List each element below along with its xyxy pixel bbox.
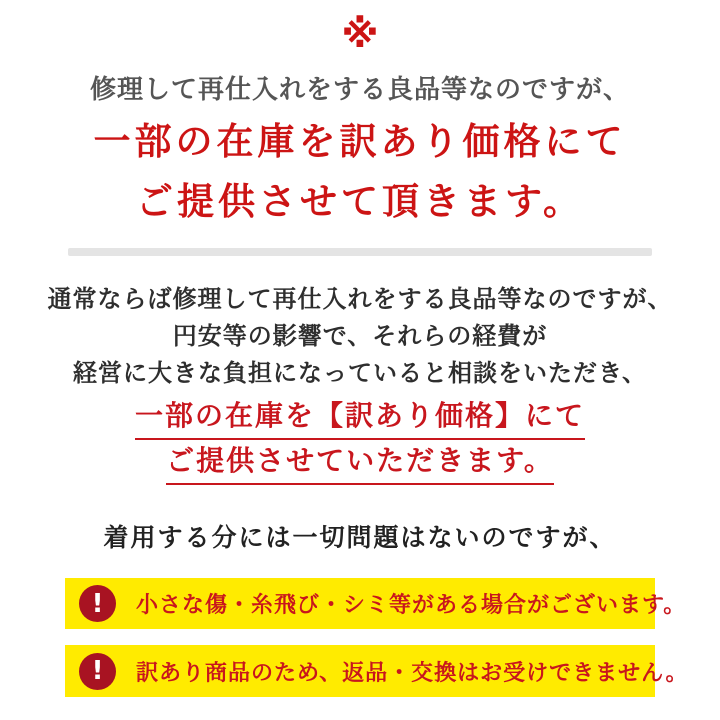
warning-banner-2-text: 訳あり商品のため、返品・交換はお受けできません。	[136, 660, 689, 686]
exclamation-icon: !	[79, 653, 116, 690]
paragraph-line-1: 通常ならば修理して再仕入れをする良品等なのですが、	[47, 285, 673, 313]
note-line: 着用する分には一切問題はないのですが、	[103, 523, 617, 552]
warning-banner-1	[65, 578, 687, 629]
headline-line-2: ご提供させて頂きます。	[135, 180, 585, 223]
headline-line-1: 一部の在庫を訳あり価格にて	[93, 120, 627, 163]
highlight-line-2	[0, 444, 720, 485]
highlight-line-1-text: 一部の在庫を【訳あり価格】にて	[135, 399, 585, 440]
intro-line: 修理して再仕入れをする良品等なのですが、	[89, 75, 630, 105]
warning-banner-1-text: 小さな傷・糸飛び・シミ等がある場合がございます。	[136, 593, 687, 618]
section-divider	[68, 248, 652, 256]
exclamation-icon: !	[79, 585, 116, 622]
highlight-line-1	[0, 399, 720, 440]
paragraph-line-2: 円安等の影響で、それらの経費が	[172, 322, 548, 350]
warning-banner-2	[65, 645, 689, 697]
highlight-line-2-text: ご提供させていただきます。	[166, 444, 554, 485]
reference-mark: ※	[341, 12, 379, 56]
paragraph-line-3: 経営に大きな負担になっていると相談をいただき、	[72, 359, 648, 387]
